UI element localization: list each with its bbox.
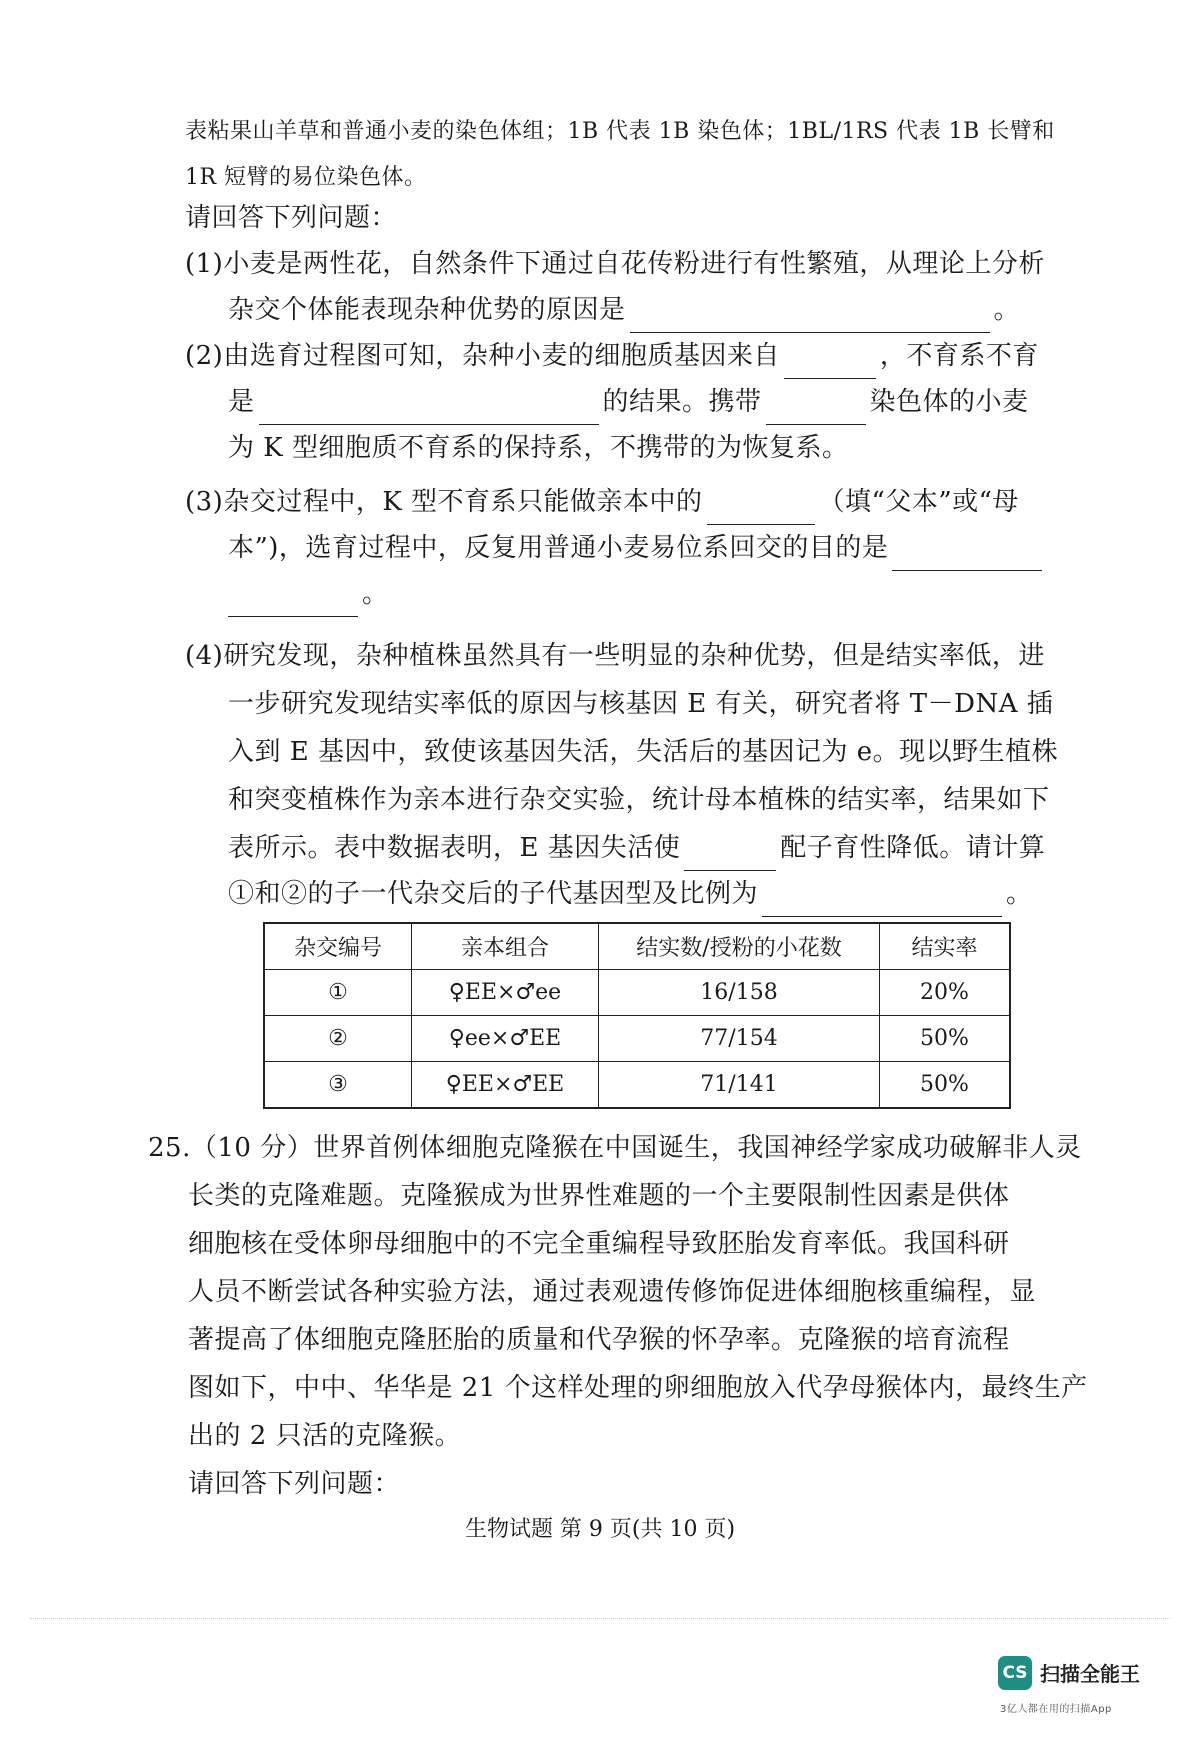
answer-blank[interactable] <box>228 586 358 617</box>
question-2-text: 染色体的小麦 <box>869 387 1029 417</box>
question-25-line4: 人员不断尝试各种实验方法，通过表观遗传修饰促进体细胞核重编程，显 <box>188 1277 1037 1307</box>
answer-blank[interactable] <box>892 540 1042 571</box>
text-line: 1R 短臂的易位染色体。 <box>185 165 427 190</box>
question-4-line5 <box>228 825 1048 871</box>
table-row <box>264 1062 1010 1109</box>
watermark-name: 扫描全能王 <box>1040 1662 1140 1686</box>
answer-blank[interactable] <box>784 348 876 379</box>
page-footer: 生物试题 第 9 页(共 10 页) <box>464 1517 736 1542</box>
question-3 <box>185 479 1045 525</box>
table-header: 结实率 <box>880 923 1011 970</box>
camscanner-logo-icon: CS <box>998 1656 1032 1690</box>
table-cell: ③ <box>264 1062 412 1109</box>
table-cell: 50% <box>880 1062 1011 1109</box>
question-2-line3: 为 K 型细胞质不育系的保持系，不携带的为恢复系。 <box>228 433 849 463</box>
answer-blank[interactable] <box>707 494 815 525</box>
question-2-text: ，不育系不育 <box>879 341 1039 371</box>
table-header: 结实数/授粉的小花数 <box>599 923 880 970</box>
answer-blank[interactable] <box>766 394 866 425</box>
table-cell: ♀EE×♂EE <box>412 1062 599 1109</box>
table-cell: 77/154 <box>599 1016 880 1062</box>
table-cell: 16/158 <box>599 970 880 1016</box>
question-2-text: (2)由选育过程图可知，杂种小麦的细胞质基因来自 <box>185 341 780 371</box>
question-2-text: 的结果。携带 <box>602 387 762 417</box>
table-cell: ♀ee×♂EE <box>412 1016 599 1062</box>
question-3-text: (3)杂交过程中，K 型不育系只能做亲本中的 <box>185 487 703 517</box>
question-4-line3: 入到 E 基因中，致使该基因失活，失活后的基因记为 e。现以野生植株 <box>228 737 1059 767</box>
punctuation: 。 <box>993 295 1021 325</box>
answer-blank[interactable] <box>684 840 776 871</box>
question-25-line7: 出的 2 只活的克隆猴。 <box>188 1421 462 1451</box>
table-cell: 50% <box>880 1016 1011 1062</box>
question-2-line2 <box>228 379 1048 425</box>
question-2-text: 是 <box>228 387 255 417</box>
question-4-line6 <box>228 871 1048 917</box>
watermark-tagline: 3亿人都在用的扫描App <box>1000 1704 1112 1715</box>
text-line: 表粘果山羊草和普通小麦的染色体组；1B 代表 1B 染色体；1BL/1RS 代表 1B 长臂和 <box>185 119 1055 144</box>
table-cell: 71/141 <box>599 1062 880 1109</box>
instruction: 请回答下列问题： <box>188 1469 401 1499</box>
table-row <box>264 1016 1010 1062</box>
question-3-text: （填“父本”或“母 <box>818 487 1019 517</box>
question-4: (4)研究发现，杂种植株虽然具有一些明显的杂种优势，但是结实率低，进 <box>185 641 1045 671</box>
table-header: 杂交编号 <box>264 923 412 970</box>
punctuation: 。 <box>1006 879 1033 909</box>
question-4-line4: 和突变植株作为亲本进行杂交实验，统计母本植株的结实率，结果如下 <box>228 785 1050 815</box>
table-cell: ② <box>264 1016 412 1062</box>
question-3-line3 <box>228 571 1048 617</box>
table-header-row <box>264 923 1010 970</box>
question-1: (1)小麦是两性花，自然条件下通过自花传粉进行有性繁殖，从理论上分析 <box>185 249 1045 279</box>
table-row <box>264 970 1010 1016</box>
question-4-line2: 一步研究发现结实率低的原因与核基因 E 有关，研究者将 T－DNA 插 <box>228 689 1054 719</box>
table-cell: ♀EE×♂ee <box>412 970 599 1016</box>
table-header: 亲本组合 <box>412 923 599 970</box>
answer-blank[interactable] <box>762 886 1002 917</box>
table-cell: 20% <box>880 970 1011 1016</box>
scanner-watermark <box>998 1656 1188 1726</box>
question-3-text: 本”)，选育过程中，反复用普通小麦易位系回交的目的是 <box>228 533 889 563</box>
punctuation: 。 <box>362 579 389 609</box>
question-25-line2: 长类的克隆难题。克隆猴成为世界性难题的一个主要限制性因素是供体 <box>188 1181 1010 1211</box>
question-4-text: ①和②的子一代杂交后的子代基因型及比例为 <box>228 879 759 909</box>
question-25: 25.（10 分）世界首例体细胞克隆猴在中国诞生，我国神经学家成功破解非人灵 <box>148 1133 1082 1163</box>
question-4-text: 配子育性降低。请计算 <box>780 833 1046 863</box>
question-25-line5: 著提高了体细胞克隆胚胎的质量和代孕猴的怀孕率。克隆猴的培育流程 <box>188 1325 1010 1355</box>
question-1-line2 <box>228 287 1048 333</box>
question-25-line3: 细胞核在受体卵母细胞中的不完全重编程导致胚胎发育率低。我国科研 <box>188 1229 1010 1259</box>
hybridization-results-table <box>263 922 1011 1109</box>
table-cell: ① <box>264 970 412 1016</box>
answer-blank[interactable] <box>259 394 599 425</box>
question-2 <box>185 333 1045 379</box>
question-4-text: 表所示。表中数据表明，E 基因失活使 <box>228 833 681 863</box>
instruction: 请回答下列问题： <box>185 203 398 233</box>
question-25-line6: 图如下，中中、华华是 21 个这样处理的卵细胞放入代孕母猴体内，最终生产 <box>188 1373 1088 1403</box>
answer-blank[interactable] <box>630 302 990 333</box>
question-1-text: 杂交个体能表现杂种优势的原因是 <box>228 295 626 325</box>
scan-edge-divider <box>30 1618 1170 1619</box>
question-3-line2 <box>228 525 1048 571</box>
